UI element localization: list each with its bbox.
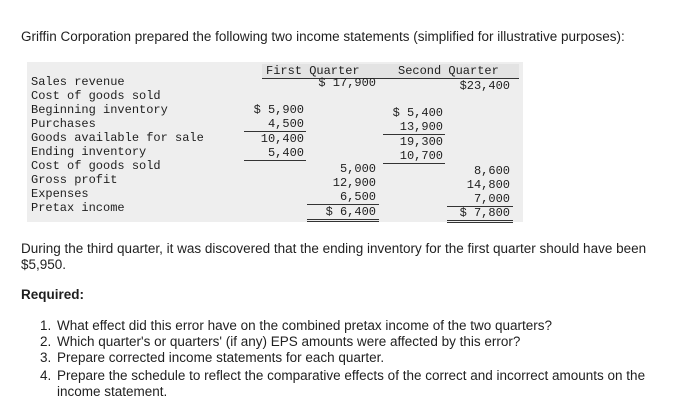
q1-beginning-inventory: $ 5,900	[253, 103, 304, 117]
intro-text: Griffin Corporation prepared the following two income statements (simplified for illustrative purposes):	[21, 29, 625, 44]
row-label-gross-profit: Gross profit	[31, 173, 118, 187]
header-first-quarter: First Quarter	[266, 64, 360, 78]
q1-cost-of-goods-sold: 5,000	[339, 162, 376, 176]
q2-purchases: 13,900	[399, 120, 443, 134]
q2-cost-of-goods-sold: 8,600	[473, 164, 510, 178]
q1-goods-available: 10,400	[260, 132, 304, 146]
question-number-1: 1.	[40, 318, 52, 333]
q2-ending-inventory-underline	[383, 163, 445, 164]
q2-ending-inventory: 10,700	[399, 149, 443, 163]
row-label-ending-inventory: Ending inventory	[31, 145, 147, 159]
row-label-expenses: Expenses	[31, 187, 89, 201]
q2-sales-revenue: $23,400	[459, 79, 510, 93]
q2-goods-available: 19,300	[399, 135, 443, 149]
question-text-2: Which quarter's or quarters' (if any) EPS amounts were affected by this error?	[57, 334, 521, 349]
q1-pretax-income: $ 6,400	[325, 205, 376, 219]
q1-sales-revenue: $ 17,900	[318, 76, 376, 90]
row-label-sales-revenue: Sales revenue	[31, 75, 125, 89]
q2-expenses: 7,000	[473, 192, 510, 206]
row-label-goods-available: Goods available for sale	[31, 131, 204, 145]
question-number-4: 4.	[40, 368, 52, 383]
question-text-1: What effect did this error have on the combined pretax income of the two quarters?	[57, 318, 553, 333]
discovery-paragraph: During the third quarter, it was discovered that the ending inventory for the first quarter should have been $5,950.	[21, 241, 647, 272]
row-label-cost-of-goods-sold-header: Cost of goods sold	[31, 89, 161, 103]
q1-gross-profit: 12,900	[332, 176, 376, 190]
q1-pretax-double-underline-2	[307, 221, 379, 222]
q1-purchases: 4,500	[267, 117, 304, 131]
q1-pretax-double-underline-1	[307, 219, 379, 220]
row-label-cost-of-goods-sold: Cost of goods sold	[31, 159, 161, 173]
row-label-purchases: Purchases	[31, 117, 96, 131]
q1-ending-inventory-underline	[244, 160, 306, 161]
question-text-3: Prepare corrected income statements for each quarter.	[57, 350, 385, 365]
q2-pretax-income: $ 7,800	[459, 206, 510, 220]
q1-expenses: 6,500	[339, 190, 376, 204]
row-label-beginning-inventory: Beginning inventory	[31, 103, 168, 117]
header-second-quarter: Second Quarter	[398, 64, 499, 78]
q1-ending-inventory: 5,400	[267, 146, 304, 160]
question-text-4: Prepare the schedule to reflect the comparative effects of the correct and incorrect amounts on the income statement.	[57, 368, 646, 399]
q2-gross-profit: 14,800	[466, 178, 510, 192]
required-heading: Required:	[21, 287, 85, 302]
q2-pretax-double-underline-2	[447, 222, 513, 223]
q2-pretax-double-underline-1	[447, 220, 513, 221]
question-number-2: 2.	[40, 334, 52, 349]
q2-beginning-inventory: $ 5,400	[392, 106, 443, 120]
row-label-pretax-income: Pretax income	[31, 201, 125, 215]
question-number-3: 3.	[40, 350, 52, 365]
